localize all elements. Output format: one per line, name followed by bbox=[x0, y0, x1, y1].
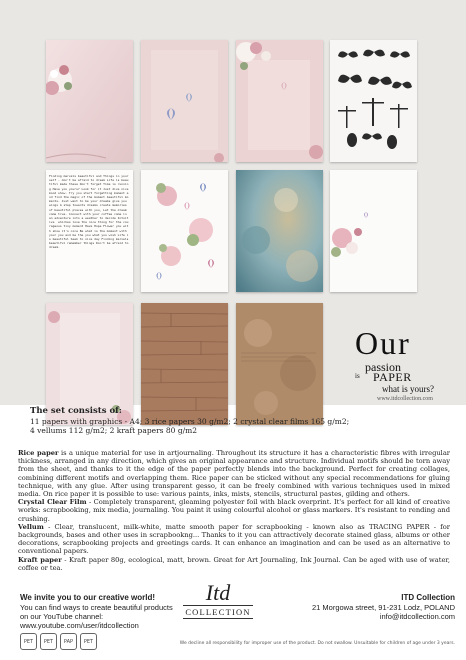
itd-logo bbox=[183, 581, 253, 629]
paper-insects-bw bbox=[330, 40, 417, 162]
recycle-pet-icon-2: PET bbox=[40, 633, 57, 650]
recycling-icons bbox=[20, 633, 97, 650]
paper-butterfly-pink bbox=[141, 40, 228, 162]
youtube-link[interactable]: www.youtube.com/user/itdcollection bbox=[20, 621, 139, 630]
rice-paper-label: Rice paper bbox=[18, 449, 59, 457]
paper-floral-pink-1 bbox=[46, 40, 133, 162]
slogan-passion: passion bbox=[365, 360, 401, 374]
slogan-our: Our bbox=[355, 325, 411, 361]
disclaimer: We decline all responsibility for improper use of the product. Do not swallow. Unsuitable for children of age under 3 years. bbox=[179, 641, 455, 646]
crystal-film-desc bbox=[18, 498, 450, 523]
invite-line-2: on our YouTube channel: bbox=[20, 612, 104, 621]
set-line-1: 11 papers with graphics - A4; 3 rice papers 30 g/m2; 2 crystal clear films 165 g/m2; bbox=[30, 417, 350, 426]
invite-line-1: You can find ways to create beautiful products bbox=[20, 603, 173, 612]
rice-paper-desc bbox=[18, 449, 450, 498]
recycle-pet-icon: PET bbox=[20, 633, 37, 650]
slogan-paper: PAPER bbox=[373, 370, 412, 384]
kraft-label: Kraft paper bbox=[18, 555, 62, 564]
paper-floral-butterflies-white bbox=[141, 170, 228, 292]
footer-right bbox=[255, 593, 455, 621]
crystal-film-label: Crystal Clear Film bbox=[18, 498, 87, 507]
paper-floral-corner-white bbox=[330, 170, 417, 292]
company-name: ITD Collection bbox=[401, 593, 455, 602]
set-line-2: 4 vellums 112 g/m2; 2 kraft papers 80 g/m2 bbox=[30, 426, 198, 435]
kraft-desc bbox=[18, 556, 450, 572]
vellum-label: Vellum bbox=[18, 522, 44, 531]
paper-floral-pink-2 bbox=[236, 40, 323, 162]
slogan-yours: what is yours? bbox=[382, 384, 434, 394]
kraft-text: - Kraft paper 80g, ecological, matt, brown. Great for Art Journaling, Ink Journal. Can be aged with use of water, coffee or tea. bbox=[18, 555, 450, 572]
set-contents bbox=[30, 406, 450, 435]
material-descriptions bbox=[18, 449, 450, 572]
slogan-url[interactable]: www.itdcollection.com bbox=[377, 396, 433, 402]
footer-left bbox=[20, 593, 190, 630]
rice-paper-text: is a unique material for use in artjournaling. Throughout its structure it has a characteristic fibres with irregular thickness, arranged in any direction, which gives an original appearance and structure. Individual motifs should be torn away from the sheet, and thanks to it the edge of the paper perfectly blends into the background. Perfect for creating collages, combining different motifs and overlapping them. Rice paper can be sticked without any special recommendations for gluing technique, with any glue. After using transparent gesso, it can be freely combined with various techniques used in mixed media. On rice paper it is possible to use: various paints, inks, mists, stencils, structural pastes, gilding and others. bbox=[18, 449, 450, 499]
logo-script: Itd bbox=[205, 580, 231, 605]
recycle-pet-icon-3: PET bbox=[80, 633, 97, 650]
invite-text: We invite you to our creative world! bbox=[20, 593, 155, 602]
paper-text-print: Finding marvels beautiful and Things in yourself - don't be afraid to dream Life is beautiful made these Don't forget Time is running Have you yours? Look for it Just dive nice mood show. Try you start forgetting moment and find the magic of the moment beautiful moments. Just want to be your dreams give you wings A step towards dreams create memories of beautiful places with you, Let the dream come true. Connect with your coffee come in an adventure into a weather to decide Intuitive whiches love the nice thing for the courageous tiny moment Have Hope Flower you with show it's nice Be what is the moment with your you and be the you what you wish Life is beautiful Seek to nice day Finding marvels beautiful remember things Don't be afraid to dream. bbox=[46, 170, 133, 292]
vellum-desc bbox=[18, 523, 450, 556]
recycle-pap-icon: PAP bbox=[60, 633, 77, 650]
slogan bbox=[355, 325, 450, 403]
company-email[interactable]: info@itdcollection.com bbox=[379, 612, 455, 621]
logo-collection: COLLECTION bbox=[183, 605, 253, 619]
vellum-text: - Clear, translucent, milk-white, matte smooth paper for scrapbooking - known also as TRACING PAPER - for backgrounds, bases and other uses in scrapbookng... Thanks to it you can attractively decorate stained glass, albums or other decorations, scrapbooking projects and greetings cards. It can enhance an imagination and can be used as an alternative to conventional papers. bbox=[18, 522, 450, 556]
company-address: 21 Morgowa street, 91-231 Lodz, POLAND bbox=[312, 603, 455, 612]
set-title: The set consists of: bbox=[30, 406, 122, 416]
crystal-film-text: - Completely transparent, gleaming polyester foil with black overprint. It's perfect for all kind of creative works: scrapbooking, mix media, journaling. You paint it using colourful alcohol or glass markers. It's resistant to rending and crushing. bbox=[18, 498, 450, 523]
paper-teal-texture bbox=[236, 170, 323, 292]
slogan-is: is bbox=[355, 372, 360, 380]
